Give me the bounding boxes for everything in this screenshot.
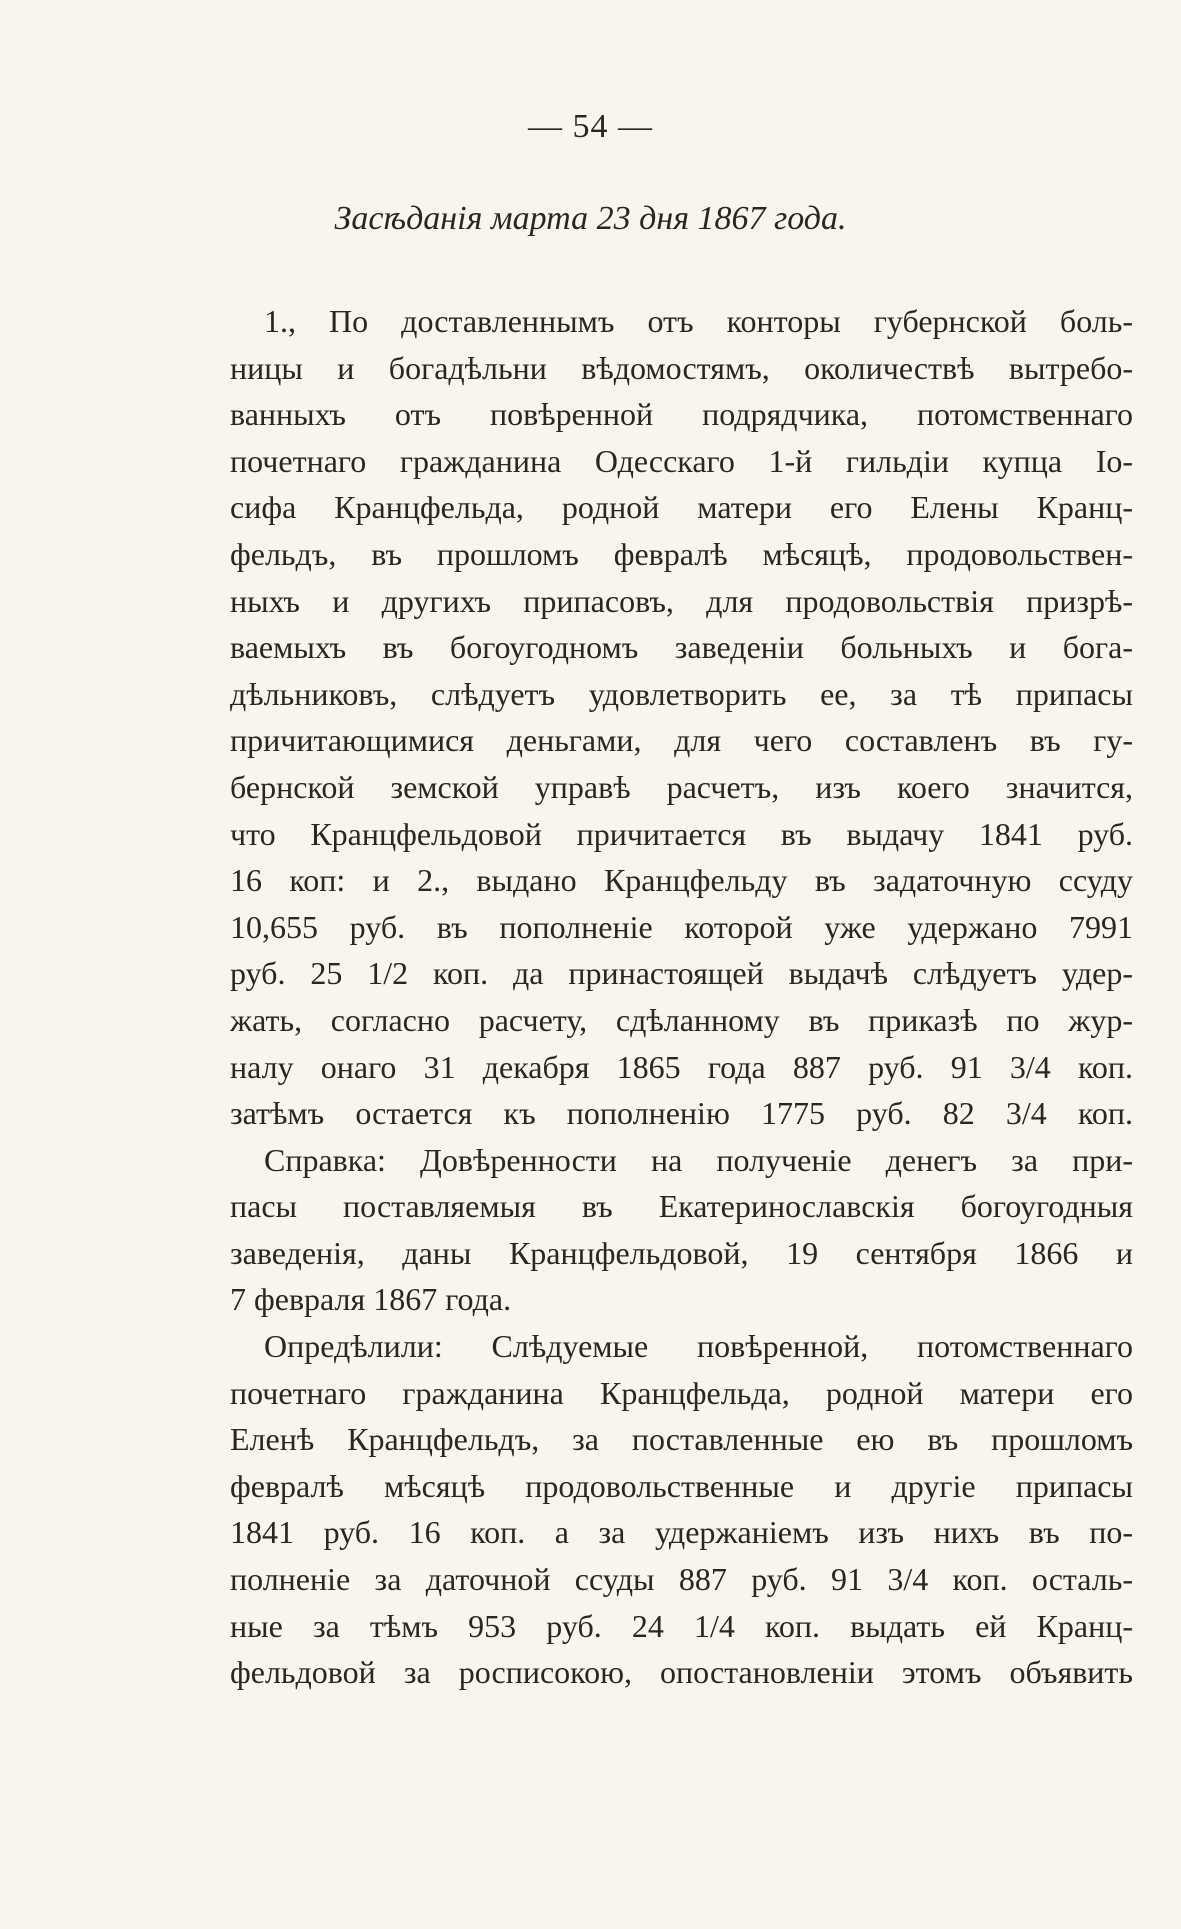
text-line: сифа Кранцфельда, родной матери его Елены Кранц- xyxy=(230,489,1133,526)
text-line: жать, согласно расчету, сдѣланному въ приказѣ по жур- xyxy=(230,1001,1133,1038)
text-line: фельдъ, въ прошломъ февралѣ мѣсяцѣ, продовольствен- xyxy=(230,535,1133,572)
text-line: 16 коп: и 2., выдано Кранцфельду въ задаточную ссуду xyxy=(230,862,1133,899)
text-line: пасы поставляемыя въ Екатеринославскія богоугодныя xyxy=(230,1188,1133,1225)
text-line: ныхъ и другихъ припасовъ, для продовольствія призрѣ- xyxy=(230,582,1133,619)
session-title: Засѣданія марта 23 дня 1867 года. xyxy=(334,200,847,237)
text-line: полненіе за даточной ссуды 887 руб. 91 3/4 коп. осталь- xyxy=(230,1561,1133,1598)
text-line: Справка: Довѣренности на полученіе денегъ за при- xyxy=(264,1141,1133,1178)
text-line: бернской земской управѣ расчетъ, изъ коего значится, xyxy=(230,768,1133,805)
text-line: заведенія, даны Кранцфельдовой, 19 сентября 1866 и xyxy=(230,1234,1133,1271)
text-line: Опредѣлили: Слѣдуемые повѣренной, потомственнаго xyxy=(264,1328,1133,1365)
text-line: ницы и богадѣльни вѣдомостямъ, околичествѣ вытребо- xyxy=(230,349,1133,386)
text-line: 7 февраля 1867 года. xyxy=(230,1281,512,1318)
text-line: фельдовой за росписокою, опостановленіи этомъ объявить xyxy=(230,1654,1133,1691)
text-line: почетнаго гражданина Одесскаго 1-й гильдіи купца Іо- xyxy=(230,442,1133,479)
text-line: Еленѣ Кранцфельдъ, за поставленные ею въ прошломъ xyxy=(230,1421,1133,1458)
text-line: 1., По доставленнымъ отъ конторы губернской боль- xyxy=(264,303,1133,339)
text-line: 10,655 руб. въ пополненіе которой уже удержано 7991 xyxy=(230,908,1133,945)
body-text xyxy=(230,298,1133,1696)
text-line: ные за тѣмъ 953 руб. 24 1/4 коп. выдать ей Кранц- xyxy=(230,1607,1133,1644)
text-line: февралѣ мѣсяцѣ продовольственные и другіе припасы xyxy=(230,1467,1133,1504)
text-line: что Кранцфельдовой причитается въ выдачу 1841 руб. xyxy=(230,815,1133,852)
text-line: затѣмъ остается къ пополненію 1775 руб. 82 3/4 коп. xyxy=(230,1095,1133,1132)
text-line: причитающимися деньгами, для чего составленъ въ гу- xyxy=(230,722,1133,759)
text-line: руб. 25 1/2 коп. да принастоящей выдачѣ слѣдуетъ удер- xyxy=(230,955,1133,992)
text-line: почетнаго гражданина Кранцфельда, родной матери его xyxy=(230,1374,1133,1411)
text-line: 1841 руб. 16 коп. а за удержаніемъ изъ нихъ въ по- xyxy=(230,1514,1133,1551)
page-number: — 54 — xyxy=(528,108,653,145)
text-line: ваемыхъ въ богоугодномъ заведеніи больныхъ и бога- xyxy=(230,629,1133,666)
text-line: налу онаго 31 декабря 1865 года 887 руб. 91 3/4 коп. xyxy=(230,1048,1133,1085)
text-line: дѣльниковъ, слѣдуетъ удовлетворить ее, за тѣ припасы xyxy=(230,675,1133,712)
text-line: ванныхъ отъ повѣренной подрядчика, потомственнаго xyxy=(230,396,1133,433)
